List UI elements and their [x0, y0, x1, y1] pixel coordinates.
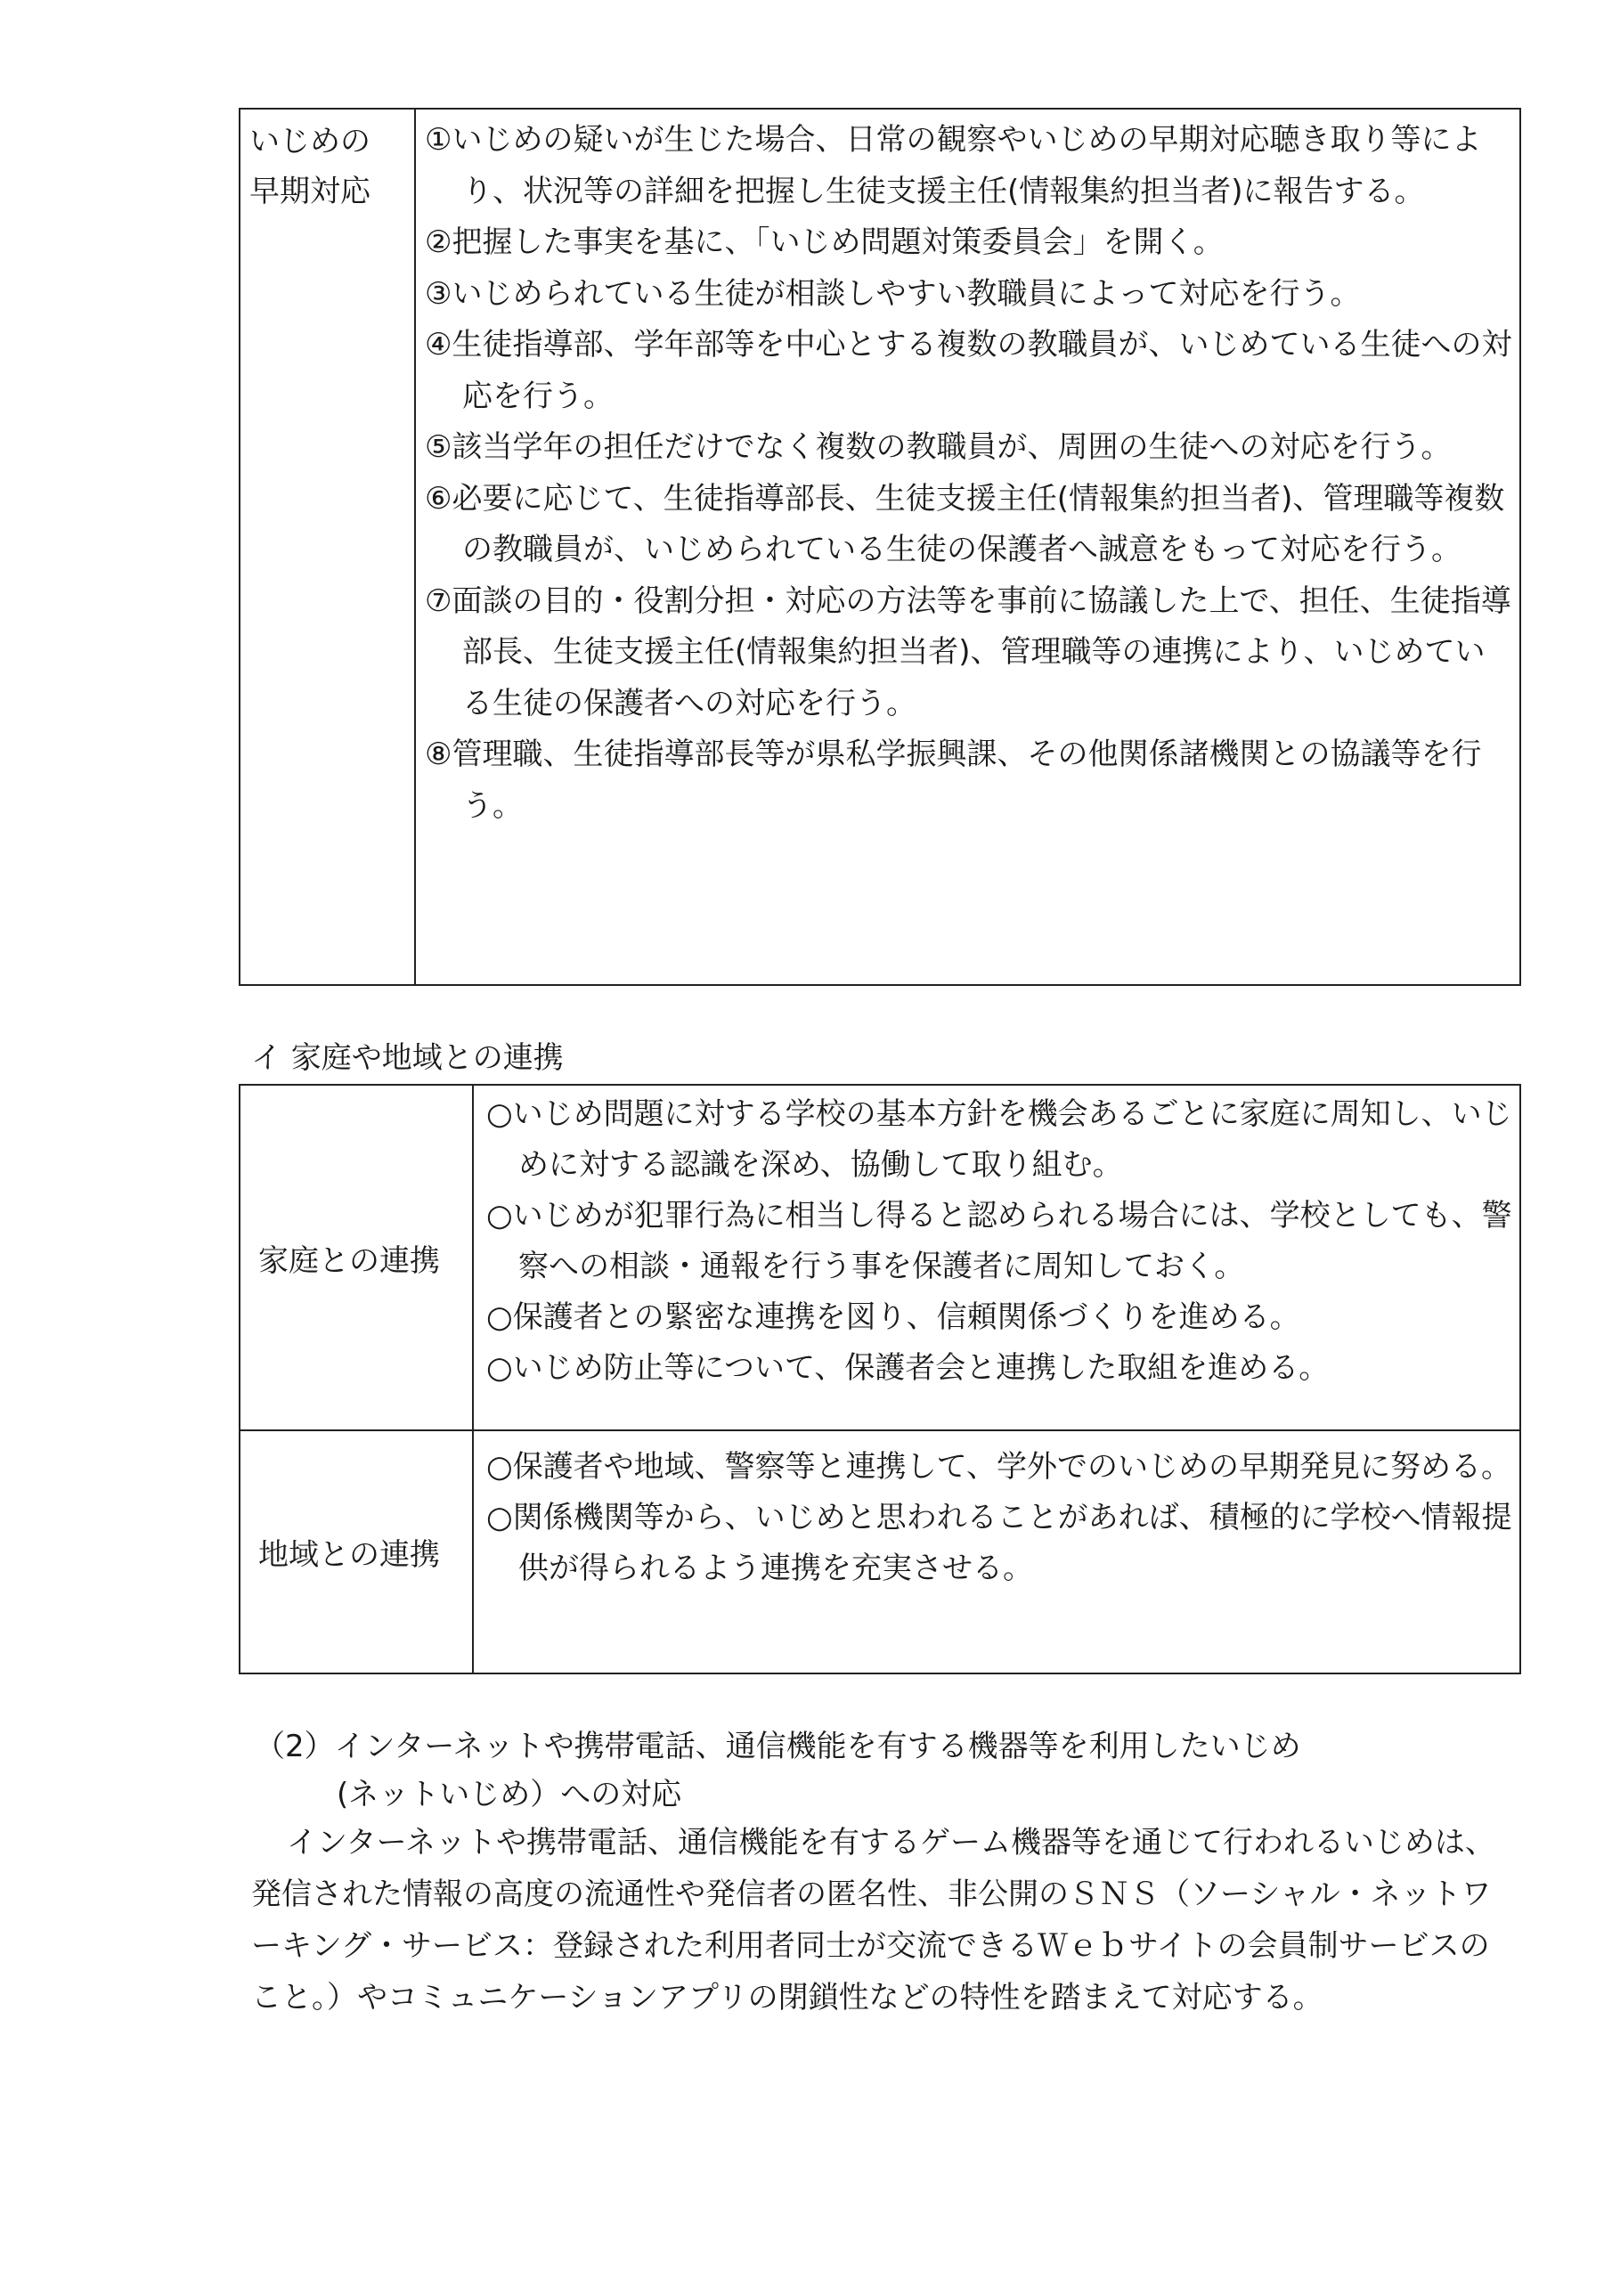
list-item: ⑤該当学年の担任だけでなく複数の教職員が、周囲の生徒への対応を行う。 [425, 429, 1452, 465]
list-item: ⑧管理職、生徒指導部長等が県私学振興課、その他関係諸機関との協議等を行う。 [425, 737, 1482, 824]
early-response-label [240, 110, 416, 984]
heading-line: （2）インターネットや携帯電話、通信機能を有する機器等を利用したいじめ [255, 1729, 1301, 1764]
list-item: ①いじめの疑いが生じた場合、日常の観察やいじめの早期対応聴き取り等により、状況等の詳細を把握し生徒支援主任(情報集約担当者)に報告する。 [425, 122, 1482, 209]
list-item: ○保護者や地域、警察等と連携して、学外でのいじめの早期発見に努める。 [486, 1449, 1511, 1485]
label-line: いじめの [249, 124, 370, 159]
list-item: ○いじめ防止等について、保護者会と連携した取組を進める。 [486, 1350, 1330, 1386]
list-item: ⑦面談の目的・役割分担・対応の方法等を事前に協議した上で、担任、生徒指導部長、生徒支援主任(情報集約担当者)、管理職等の連携により、いじめている生徒の保護者への対応を行う。 [425, 582, 1511, 721]
cooperation-table [239, 1084, 1521, 1674]
list-item: ○いじめ問題に対する学校の基本方針を機会あるごとに家庭に周知し、いじめに対する認識を深め、協働して取り組む。 [486, 1096, 1512, 1183]
list-item: ○関係機関等から、いじめと思われることがあれば、積極的に学校へ情報提供が得られるよう連携を充実させる。 [486, 1500, 1512, 1586]
row-items [474, 1086, 1519, 1429]
row-label: 地域との連携 [240, 1431, 474, 1673]
heading-line: (ネットいじめ）への対応 [337, 1777, 682, 1812]
early-response-items [416, 110, 1519, 984]
row-label: 家庭との連携 [240, 1086, 474, 1429]
list-item: ⑥必要に応じて、生徒指導部長、生徒支援主任(情報集約担当者)、管理職等複数の教職員が、いじめられている生徒の保護者へ誠意をもって対応を行う。 [425, 480, 1505, 567]
label-line: 早期対応 [249, 174, 370, 209]
list-item: ②把握した事実を基に、「いじめ問題対策委員会」を開く。 [425, 224, 1224, 260]
list-item: ③いじめられている生徒が相談しやすい教職員によって対応を行う。 [425, 275, 1361, 312]
list-item: ○いじめが犯罪行為に相当し得ると認められる場合には、学校としても、警察への相談・通報を行う事を保護者に周知しておく。 [486, 1198, 1512, 1284]
section-heading [255, 1722, 1301, 1819]
list-item: ○保護者との緊密な連携を図り、信頼関係づくりを進める。 [486, 1299, 1300, 1335]
row-items [474, 1431, 1519, 1673]
table-row [240, 1086, 1519, 1431]
list-item: ④生徒指導部、学年部等を中心とする複数の教職員が、いじめている生徒への対応を行う。 [425, 327, 1512, 414]
early-response-table [239, 108, 1521, 986]
table-row [240, 1431, 1519, 1673]
body-paragraph: インターネットや携帯電話、通信機能を有するゲーム機器等を通じて行われるいじめは、発信された情報の高度の流通性や発信者の匿名性、非公開のＳＮＳ（ソーシャル・ネットワーキング・サービス：登録された利用者同士が交流できるＷｅｂサイトの会員制サービスのこと。）やコミュニケーションアプリの閉鎖性などの特性を踏まえて対応する。 [251, 1825, 1495, 2015]
section-title: イ 家庭や地域との連携 [251, 1040, 564, 1076]
